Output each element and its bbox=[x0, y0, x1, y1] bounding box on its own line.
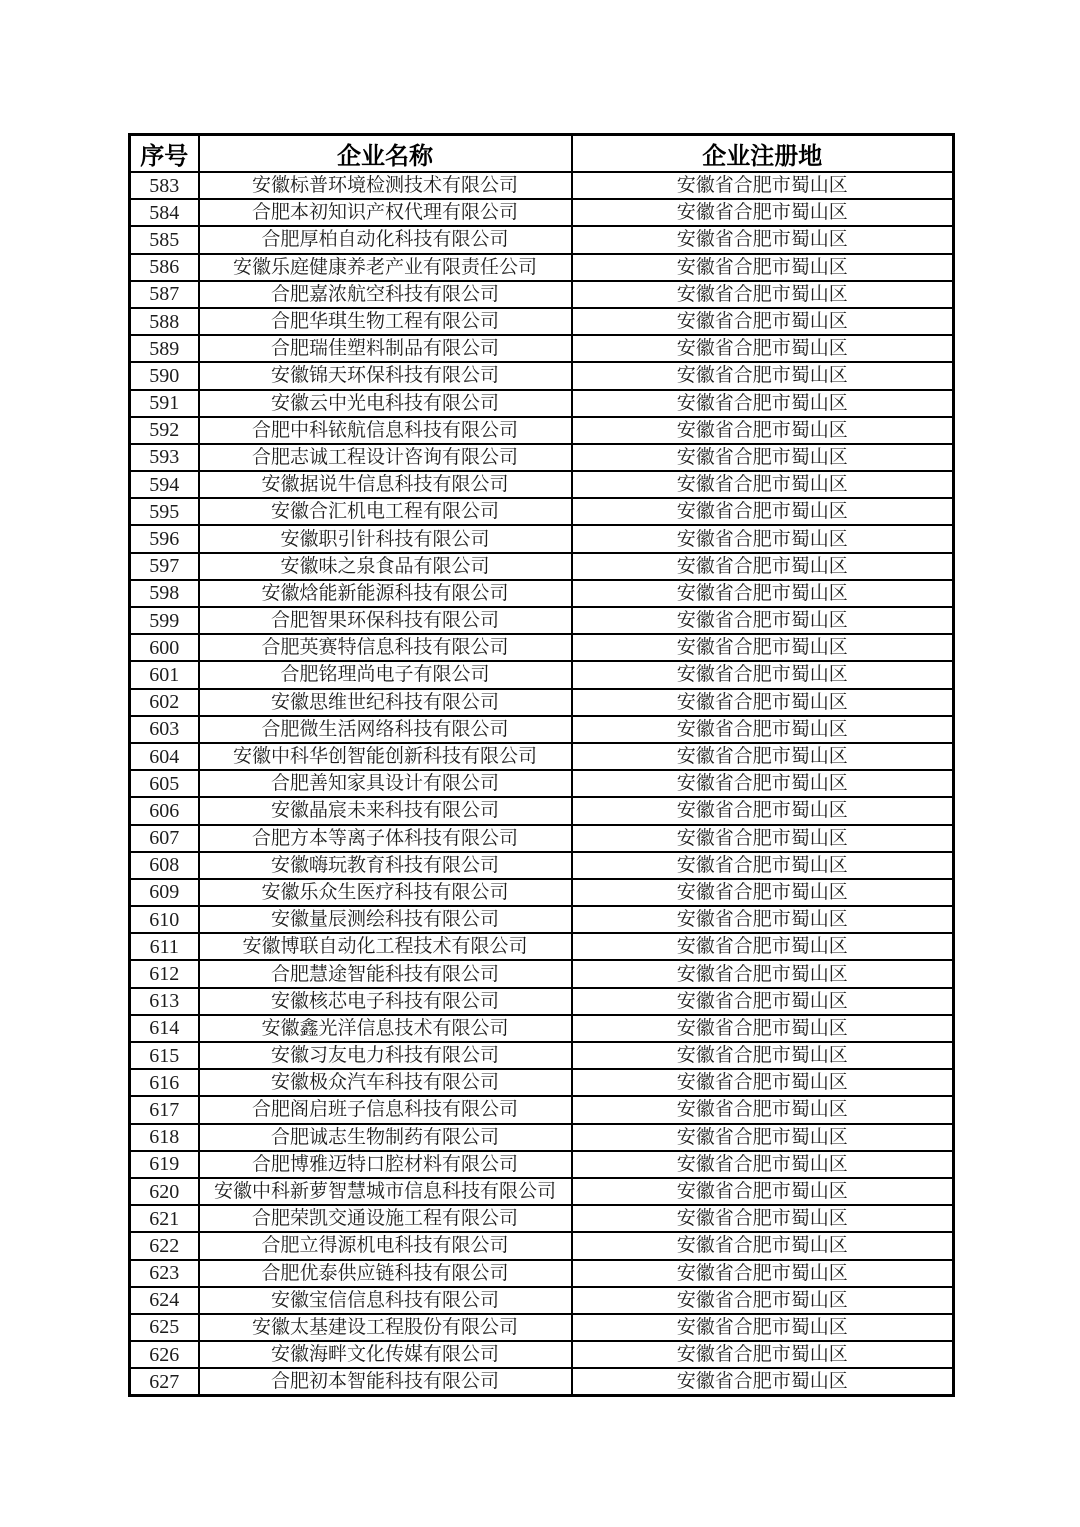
company-name-cell: 合肥博雅迈特口腔材料有限公司 bbox=[199, 1151, 572, 1178]
seq-cell: 589 bbox=[130, 335, 199, 362]
table-row bbox=[130, 1205, 954, 1232]
company-name-cell: 安徽量辰测绘科技有限公司 bbox=[199, 906, 572, 933]
registration-cell: 安徽省合肥市蜀山区 bbox=[572, 879, 954, 906]
registration-cell: 安徽省合肥市蜀山区 bbox=[572, 1368, 954, 1396]
company-name-cell: 安徽晶宸未来科技有限公司 bbox=[199, 797, 572, 824]
table-row bbox=[130, 1069, 954, 1096]
seq-cell: 584 bbox=[130, 199, 199, 226]
company-name-cell: 合肥立得源机电科技有限公司 bbox=[199, 1232, 572, 1259]
seq-cell: 596 bbox=[130, 525, 199, 552]
table-row bbox=[130, 1042, 954, 1069]
registration-cell: 安徽省合肥市蜀山区 bbox=[572, 362, 954, 389]
registration-cell: 安徽省合肥市蜀山区 bbox=[572, 417, 954, 444]
company-name-cell: 合肥智果环保科技有限公司 bbox=[199, 607, 572, 634]
company-name-cell: 合肥慧途智能科技有限公司 bbox=[199, 960, 572, 987]
seq-cell: 616 bbox=[130, 1069, 199, 1096]
company-name-cell: 安徽核芯电子科技有限公司 bbox=[199, 988, 572, 1015]
registration-cell: 安徽省合肥市蜀山区 bbox=[572, 553, 954, 580]
registration-cell: 安徽省合肥市蜀山区 bbox=[572, 825, 954, 852]
header-row bbox=[130, 135, 954, 173]
seq-cell: 591 bbox=[130, 390, 199, 417]
seq-cell: 611 bbox=[130, 933, 199, 960]
company-name-cell: 合肥荣凯交通设施工程有限公司 bbox=[199, 1205, 572, 1232]
table-row bbox=[130, 933, 954, 960]
seq-cell: 603 bbox=[130, 716, 199, 743]
registration-cell: 安徽省合肥市蜀山区 bbox=[572, 661, 954, 688]
registration-cell: 安徽省合肥市蜀山区 bbox=[572, 498, 954, 525]
table-row bbox=[130, 689, 954, 716]
company-name-cell: 合肥厚柏自动化科技有限公司 bbox=[199, 226, 572, 253]
table-row bbox=[130, 1260, 954, 1287]
company-name-cell: 合肥英赛特信息科技有限公司 bbox=[199, 634, 572, 661]
registration-cell: 安徽省合肥市蜀山区 bbox=[572, 689, 954, 716]
seq-cell: 612 bbox=[130, 960, 199, 987]
registration-cell: 安徽省合肥市蜀山区 bbox=[572, 444, 954, 471]
company-name-cell: 安徽思维世纪科技有限公司 bbox=[199, 689, 572, 716]
registration-cell: 安徽省合肥市蜀山区 bbox=[572, 1124, 954, 1151]
registration-cell: 安徽省合肥市蜀山区 bbox=[572, 1042, 954, 1069]
table-row bbox=[130, 960, 954, 987]
table-row bbox=[130, 988, 954, 1015]
company-name-cell: 安徽焓能新能源科技有限公司 bbox=[199, 580, 572, 607]
seq-cell: 613 bbox=[130, 988, 199, 1015]
company-name-cell: 安徽嗨玩教育科技有限公司 bbox=[199, 852, 572, 879]
registration-cell: 安徽省合肥市蜀山区 bbox=[572, 906, 954, 933]
company-name-cell: 合肥铭理尚电子有限公司 bbox=[199, 661, 572, 688]
company-name-cell: 安徽博联自动化工程技术有限公司 bbox=[199, 933, 572, 960]
company-name-cell: 合肥本初知识产权代理有限公司 bbox=[199, 199, 572, 226]
registration-cell: 安徽省合肥市蜀山区 bbox=[572, 607, 954, 634]
registration-cell: 安徽省合肥市蜀山区 bbox=[572, 1232, 954, 1259]
seq-cell: 598 bbox=[130, 580, 199, 607]
seq-cell: 618 bbox=[130, 1124, 199, 1151]
registration-cell: 安徽省合肥市蜀山区 bbox=[572, 1015, 954, 1042]
table-row bbox=[130, 825, 954, 852]
table-row bbox=[130, 553, 954, 580]
seq-cell: 619 bbox=[130, 1151, 199, 1178]
header-registration: 企业注册地 bbox=[572, 135, 954, 173]
seq-cell: 590 bbox=[130, 362, 199, 389]
seq-cell: 602 bbox=[130, 689, 199, 716]
company-name-cell: 合肥初本智能科技有限公司 bbox=[199, 1368, 572, 1396]
company-name-cell: 合肥阁启班子信息科技有限公司 bbox=[199, 1096, 572, 1123]
seq-cell: 592 bbox=[130, 417, 199, 444]
seq-cell: 608 bbox=[130, 852, 199, 879]
seq-cell: 604 bbox=[130, 743, 199, 770]
seq-cell: 600 bbox=[130, 634, 199, 661]
company-name-cell: 合肥志诚工程设计咨询有限公司 bbox=[199, 444, 572, 471]
registration-cell: 安徽省合肥市蜀山区 bbox=[572, 960, 954, 987]
table-row bbox=[130, 1015, 954, 1042]
table-row bbox=[130, 716, 954, 743]
registration-cell: 安徽省合肥市蜀山区 bbox=[572, 1287, 954, 1314]
seq-cell: 595 bbox=[130, 498, 199, 525]
seq-cell: 620 bbox=[130, 1178, 199, 1205]
seq-cell: 599 bbox=[130, 607, 199, 634]
company-name-cell: 合肥善知家具设计有限公司 bbox=[199, 770, 572, 797]
company-name-cell: 安徽极众汽车科技有限公司 bbox=[199, 1069, 572, 1096]
registration-cell: 安徽省合肥市蜀山区 bbox=[572, 1260, 954, 1287]
registration-cell: 安徽省合肥市蜀山区 bbox=[572, 1178, 954, 1205]
table-row bbox=[130, 743, 954, 770]
table-row bbox=[130, 1151, 954, 1178]
seq-cell: 624 bbox=[130, 1287, 199, 1314]
table-row bbox=[130, 1124, 954, 1151]
seq-cell: 601 bbox=[130, 661, 199, 688]
company-name-cell: 安徽云中光电科技有限公司 bbox=[199, 390, 572, 417]
header-seq: 序号 bbox=[130, 135, 199, 173]
seq-cell: 606 bbox=[130, 797, 199, 824]
table-row bbox=[130, 1287, 954, 1314]
seq-cell: 605 bbox=[130, 770, 199, 797]
seq-cell: 597 bbox=[130, 553, 199, 580]
registration-cell: 安徽省合肥市蜀山区 bbox=[572, 852, 954, 879]
registration-cell: 安徽省合肥市蜀山区 bbox=[572, 390, 954, 417]
seq-cell: 623 bbox=[130, 1260, 199, 1287]
company-name-cell: 安徽太基建设工程股份有限公司 bbox=[199, 1314, 572, 1341]
table-row bbox=[130, 879, 954, 906]
seq-cell: 622 bbox=[130, 1232, 199, 1259]
table-row bbox=[130, 498, 954, 525]
table-row bbox=[130, 852, 954, 879]
seq-cell: 607 bbox=[130, 825, 199, 852]
table-row bbox=[130, 906, 954, 933]
company-name-cell: 安徽合汇机电工程有限公司 bbox=[199, 498, 572, 525]
seq-cell: 610 bbox=[130, 906, 199, 933]
table-row bbox=[130, 390, 954, 417]
header-company-name: 企业名称 bbox=[199, 135, 572, 173]
table-row bbox=[130, 199, 954, 226]
registration-cell: 安徽省合肥市蜀山区 bbox=[572, 1151, 954, 1178]
table-row bbox=[130, 770, 954, 797]
table-row bbox=[130, 335, 954, 362]
registration-cell: 安徽省合肥市蜀山区 bbox=[572, 1314, 954, 1341]
table-row bbox=[130, 634, 954, 661]
company-name-cell: 安徽鑫光洋信息技术有限公司 bbox=[199, 1015, 572, 1042]
table-row bbox=[130, 362, 954, 389]
seq-cell: 626 bbox=[130, 1341, 199, 1368]
registration-cell: 安徽省合肥市蜀山区 bbox=[572, 716, 954, 743]
registration-cell: 安徽省合肥市蜀山区 bbox=[572, 172, 954, 199]
table-row bbox=[130, 1314, 954, 1341]
table-row bbox=[130, 1096, 954, 1123]
table-row bbox=[130, 525, 954, 552]
registration-cell: 安徽省合肥市蜀山区 bbox=[572, 933, 954, 960]
seq-cell: 587 bbox=[130, 281, 199, 308]
table-row bbox=[130, 471, 954, 498]
registration-cell: 安徽省合肥市蜀山区 bbox=[572, 525, 954, 552]
company-name-cell: 合肥诚志生物制药有限公司 bbox=[199, 1124, 572, 1151]
company-name-cell: 安徽据说牛信息科技有限公司 bbox=[199, 471, 572, 498]
table-row bbox=[130, 607, 954, 634]
table-row bbox=[130, 444, 954, 471]
company-name-cell: 合肥华琪生物工程有限公司 bbox=[199, 308, 572, 335]
registration-cell: 安徽省合肥市蜀山区 bbox=[572, 254, 954, 281]
seq-cell: 583 bbox=[130, 172, 199, 199]
company-name-cell: 合肥嘉浓航空科技有限公司 bbox=[199, 281, 572, 308]
company-name-cell: 合肥瑞佳塑料制品有限公司 bbox=[199, 335, 572, 362]
table-row bbox=[130, 254, 954, 281]
table-body bbox=[130, 172, 954, 1396]
company-name-cell: 安徽海畔文化传媒有限公司 bbox=[199, 1341, 572, 1368]
registration-cell: 安徽省合肥市蜀山区 bbox=[572, 743, 954, 770]
registration-cell: 安徽省合肥市蜀山区 bbox=[572, 580, 954, 607]
registration-cell: 安徽省合肥市蜀山区 bbox=[572, 199, 954, 226]
registration-cell: 安徽省合肥市蜀山区 bbox=[572, 1205, 954, 1232]
seq-cell: 586 bbox=[130, 254, 199, 281]
table-row bbox=[130, 661, 954, 688]
seq-cell: 593 bbox=[130, 444, 199, 471]
seq-cell: 585 bbox=[130, 226, 199, 253]
company-table bbox=[128, 133, 955, 1397]
table-row bbox=[130, 308, 954, 335]
seq-cell: 609 bbox=[130, 879, 199, 906]
company-name-cell: 安徽乐众生医疗科技有限公司 bbox=[199, 879, 572, 906]
company-name-cell: 合肥中科铱航信息科技有限公司 bbox=[199, 417, 572, 444]
registration-cell: 安徽省合肥市蜀山区 bbox=[572, 797, 954, 824]
registration-cell: 安徽省合肥市蜀山区 bbox=[572, 1069, 954, 1096]
table-row bbox=[130, 281, 954, 308]
registration-cell: 安徽省合肥市蜀山区 bbox=[572, 1341, 954, 1368]
table-row bbox=[130, 797, 954, 824]
seq-cell: 614 bbox=[130, 1015, 199, 1042]
company-name-cell: 安徽习友电力科技有限公司 bbox=[199, 1042, 572, 1069]
company-name-cell: 安徽中科华创智能创新科技有限公司 bbox=[199, 743, 572, 770]
company-name-cell: 安徽标普环境检测技术有限公司 bbox=[199, 172, 572, 199]
seq-cell: 594 bbox=[130, 471, 199, 498]
registration-cell: 安徽省合肥市蜀山区 bbox=[572, 471, 954, 498]
table-row bbox=[130, 580, 954, 607]
company-name-cell: 合肥方本等离子体科技有限公司 bbox=[199, 825, 572, 852]
seq-cell: 627 bbox=[130, 1368, 199, 1396]
company-name-cell: 安徽职引针科技有限公司 bbox=[199, 525, 572, 552]
company-name-cell: 合肥微生活网络科技有限公司 bbox=[199, 716, 572, 743]
registration-cell: 安徽省合肥市蜀山区 bbox=[572, 988, 954, 1015]
registration-cell: 安徽省合肥市蜀山区 bbox=[572, 308, 954, 335]
table-row bbox=[130, 1232, 954, 1259]
registration-cell: 安徽省合肥市蜀山区 bbox=[572, 634, 954, 661]
company-name-cell: 安徽锦天环保科技有限公司 bbox=[199, 362, 572, 389]
company-name-cell: 安徽味之泉食品有限公司 bbox=[199, 553, 572, 580]
registration-cell: 安徽省合肥市蜀山区 bbox=[572, 281, 954, 308]
company-name-cell: 安徽宝信信息科技有限公司 bbox=[199, 1287, 572, 1314]
registration-cell: 安徽省合肥市蜀山区 bbox=[572, 226, 954, 253]
registration-cell: 安徽省合肥市蜀山区 bbox=[572, 335, 954, 362]
seq-cell: 621 bbox=[130, 1205, 199, 1232]
table-row bbox=[130, 1341, 954, 1368]
seq-cell: 588 bbox=[130, 308, 199, 335]
company-name-cell: 安徽中科新萝智慧城市信息科技有限公司 bbox=[199, 1178, 572, 1205]
company-name-cell: 安徽乐庭健康养老产业有限责任公司 bbox=[199, 254, 572, 281]
seq-cell: 625 bbox=[130, 1314, 199, 1341]
table-row bbox=[130, 1178, 954, 1205]
table-row bbox=[130, 226, 954, 253]
company-name-cell: 合肥优泰供应链科技有限公司 bbox=[199, 1260, 572, 1287]
registration-cell: 安徽省合肥市蜀山区 bbox=[572, 1096, 954, 1123]
table-row bbox=[130, 417, 954, 444]
seq-cell: 617 bbox=[130, 1096, 199, 1123]
table-row bbox=[130, 1368, 954, 1396]
seq-cell: 615 bbox=[130, 1042, 199, 1069]
table-row bbox=[130, 172, 954, 199]
registration-cell: 安徽省合肥市蜀山区 bbox=[572, 770, 954, 797]
